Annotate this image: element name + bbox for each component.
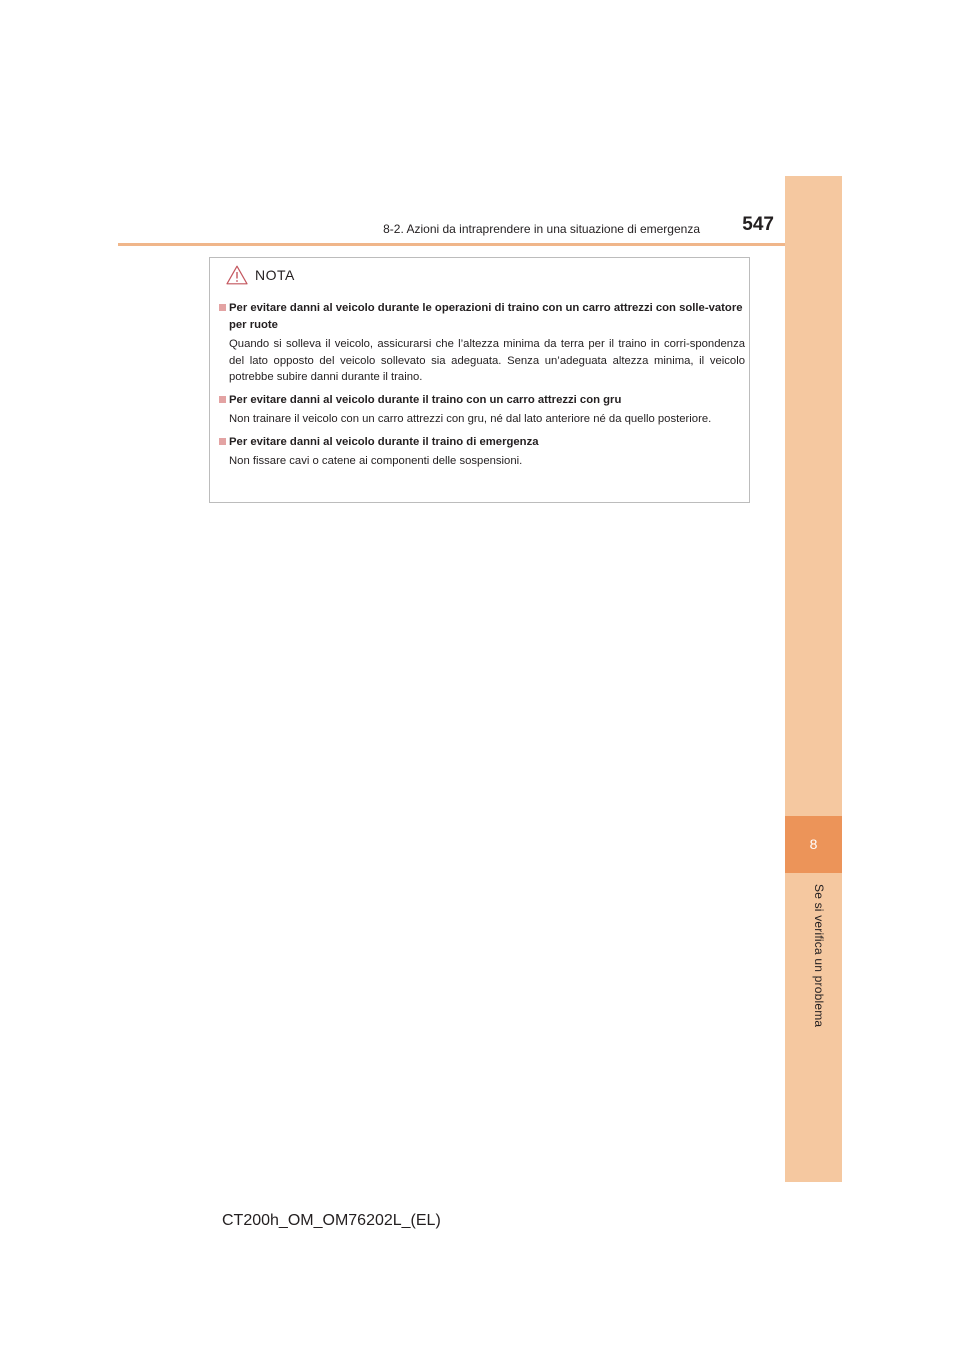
notice-item — [219, 434, 745, 470]
notice-item — [219, 392, 745, 428]
notice-item-heading — [219, 300, 745, 333]
page-number: 547 — [742, 214, 774, 235]
notice-header — [226, 262, 295, 288]
square-bullet-icon — [219, 396, 226, 403]
header-divider — [118, 243, 842, 246]
notice-item-heading — [219, 392, 745, 409]
notice-item — [219, 300, 745, 386]
warning-triangle-icon — [226, 265, 248, 285]
section-title: 8-2. Azioni da intraprendere in una situazione di emergenza — [383, 222, 700, 236]
document-code: CT200h_OM_OM76202L_(EL) — [222, 1212, 441, 1229]
chapter-number-block — [785, 816, 842, 873]
notice-body — [219, 300, 745, 476]
chapter-side-tab — [785, 176, 842, 1182]
notice-item-text: Non trainare il veicolo con un carro attrezzi con gru, né dal lato anteriore né da quello posteriore. — [229, 413, 712, 425]
notice-item-heading-text: Per evitare danni al veicolo durante il traino con un carro attrezzi con gru — [229, 393, 622, 406]
notice-title: NOTA — [255, 267, 295, 283]
notice-item-heading-text: Per evitare danni al veicolo durante il traino di emergenza — [229, 435, 539, 448]
notice-item-text: Non fissare cavi o catene ai componenti delle sospensioni. — [229, 455, 523, 467]
square-bullet-icon — [219, 438, 226, 445]
notice-item-heading-text: Per evitare danni al veicolo durante le operazioni di traino con un carro attrezzi con solle-vatore per ruote — [229, 302, 743, 331]
chapter-label: Se si verifica un problema — [812, 884, 826, 1028]
notice-box — [209, 257, 750, 503]
notice-item-heading — [219, 434, 745, 451]
notice-item-text: Quando si solleva il veicolo, assicurarsi che l’altezza minima da terra per il traino in corri-spondenza del lato opposto del veicolo sollevato sia adeguata. Senza un’adeguata altezza minima, il veicolo potrebbe subire danni durante il traino. — [229, 338, 745, 383]
chapter-number: 8 — [809, 836, 818, 852]
square-bullet-icon — [219, 304, 226, 311]
